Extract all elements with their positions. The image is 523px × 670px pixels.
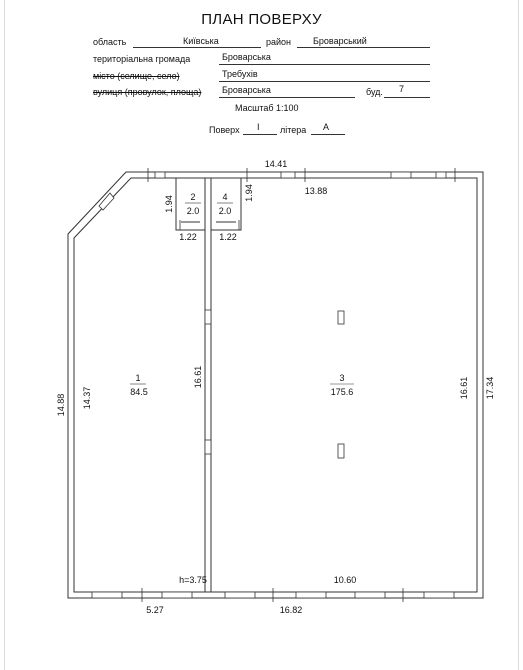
dim-left-outer: 14.88 <box>56 393 66 417</box>
room-4-area: 2.0 <box>218 206 232 216</box>
window <box>205 440 211 454</box>
misto-label: місто (селище, село) <box>93 71 180 81</box>
window <box>155 172 165 178</box>
dim-right-inner: 16.61 <box>459 376 469 400</box>
dim-right-outer: 17.34 <box>485 376 495 400</box>
room-2-number: 2 <box>190 192 196 202</box>
dim-room1-width: 5.27 <box>146 605 164 615</box>
outer-wall <box>68 172 483 598</box>
window <box>391 172 411 178</box>
window <box>225 592 255 598</box>
window <box>162 592 192 598</box>
dim-top-total: 14.41 <box>264 159 288 169</box>
dim-top-inner: 13.88 <box>304 186 328 196</box>
window <box>424 592 454 598</box>
dim-room4-width: 1.22 <box>219 232 237 242</box>
document-title: ПЛАН ПОВЕРХУ <box>201 11 322 28</box>
dim-room4-depth: 1.94 <box>244 184 254 202</box>
room-3-area: 175.6 <box>330 387 354 397</box>
room-4-number: 4 <box>222 192 228 202</box>
raion-label: район <box>266 37 292 47</box>
oblast-value: Київська <box>183 36 219 46</box>
bud-label: буд. <box>366 87 383 97</box>
dim-room2-width: 1.22 <box>179 232 197 242</box>
room-3-number: 3 <box>339 373 345 383</box>
bud-value: 7 <box>399 84 405 94</box>
window <box>205 310 211 324</box>
floor-value: I <box>257 122 260 132</box>
inner-wall <box>74 178 477 592</box>
room-1-area: 84.5 <box>130 387 148 397</box>
floor-label: Поверх <box>209 125 240 135</box>
window <box>281 172 295 178</box>
column-marker <box>338 444 344 458</box>
dim-height: h=3.75 <box>179 575 207 585</box>
raion-value: Броварський <box>313 36 367 46</box>
window <box>355 592 385 598</box>
column-marker <box>338 311 344 324</box>
litera-value: А <box>323 122 330 132</box>
dim-room3-width: 10.60 <box>333 575 357 585</box>
dim-left-inner: 14.37 <box>82 386 92 410</box>
building-walls <box>68 172 483 598</box>
vulytsia-value: Броварська <box>222 85 271 95</box>
dimension-labels <box>56 159 495 615</box>
dim-room2-depth: 1.94 <box>164 195 174 213</box>
vulytsia-label: вулиця (провулок, площа) <box>93 87 202 97</box>
room-2-area: 2.0 <box>186 206 200 216</box>
window <box>436 172 446 178</box>
dim-middle-wall: 16.61 <box>193 365 203 389</box>
hromada-value: Броварська <box>222 52 271 62</box>
room-1-number: 1 <box>135 373 141 383</box>
windows <box>92 172 454 598</box>
misto-value: Требухів <box>222 69 258 79</box>
window <box>296 592 326 598</box>
scale-label: Масштаб 1:100 <box>235 103 299 113</box>
dim-bottom-total: 16.82 <box>279 605 303 615</box>
hromada-label: територіальна громада <box>93 54 191 64</box>
room-labels <box>130 192 354 397</box>
litera-label: літера <box>280 125 307 135</box>
oblast-label: область <box>93 37 127 47</box>
window <box>99 193 114 210</box>
window <box>92 592 122 598</box>
